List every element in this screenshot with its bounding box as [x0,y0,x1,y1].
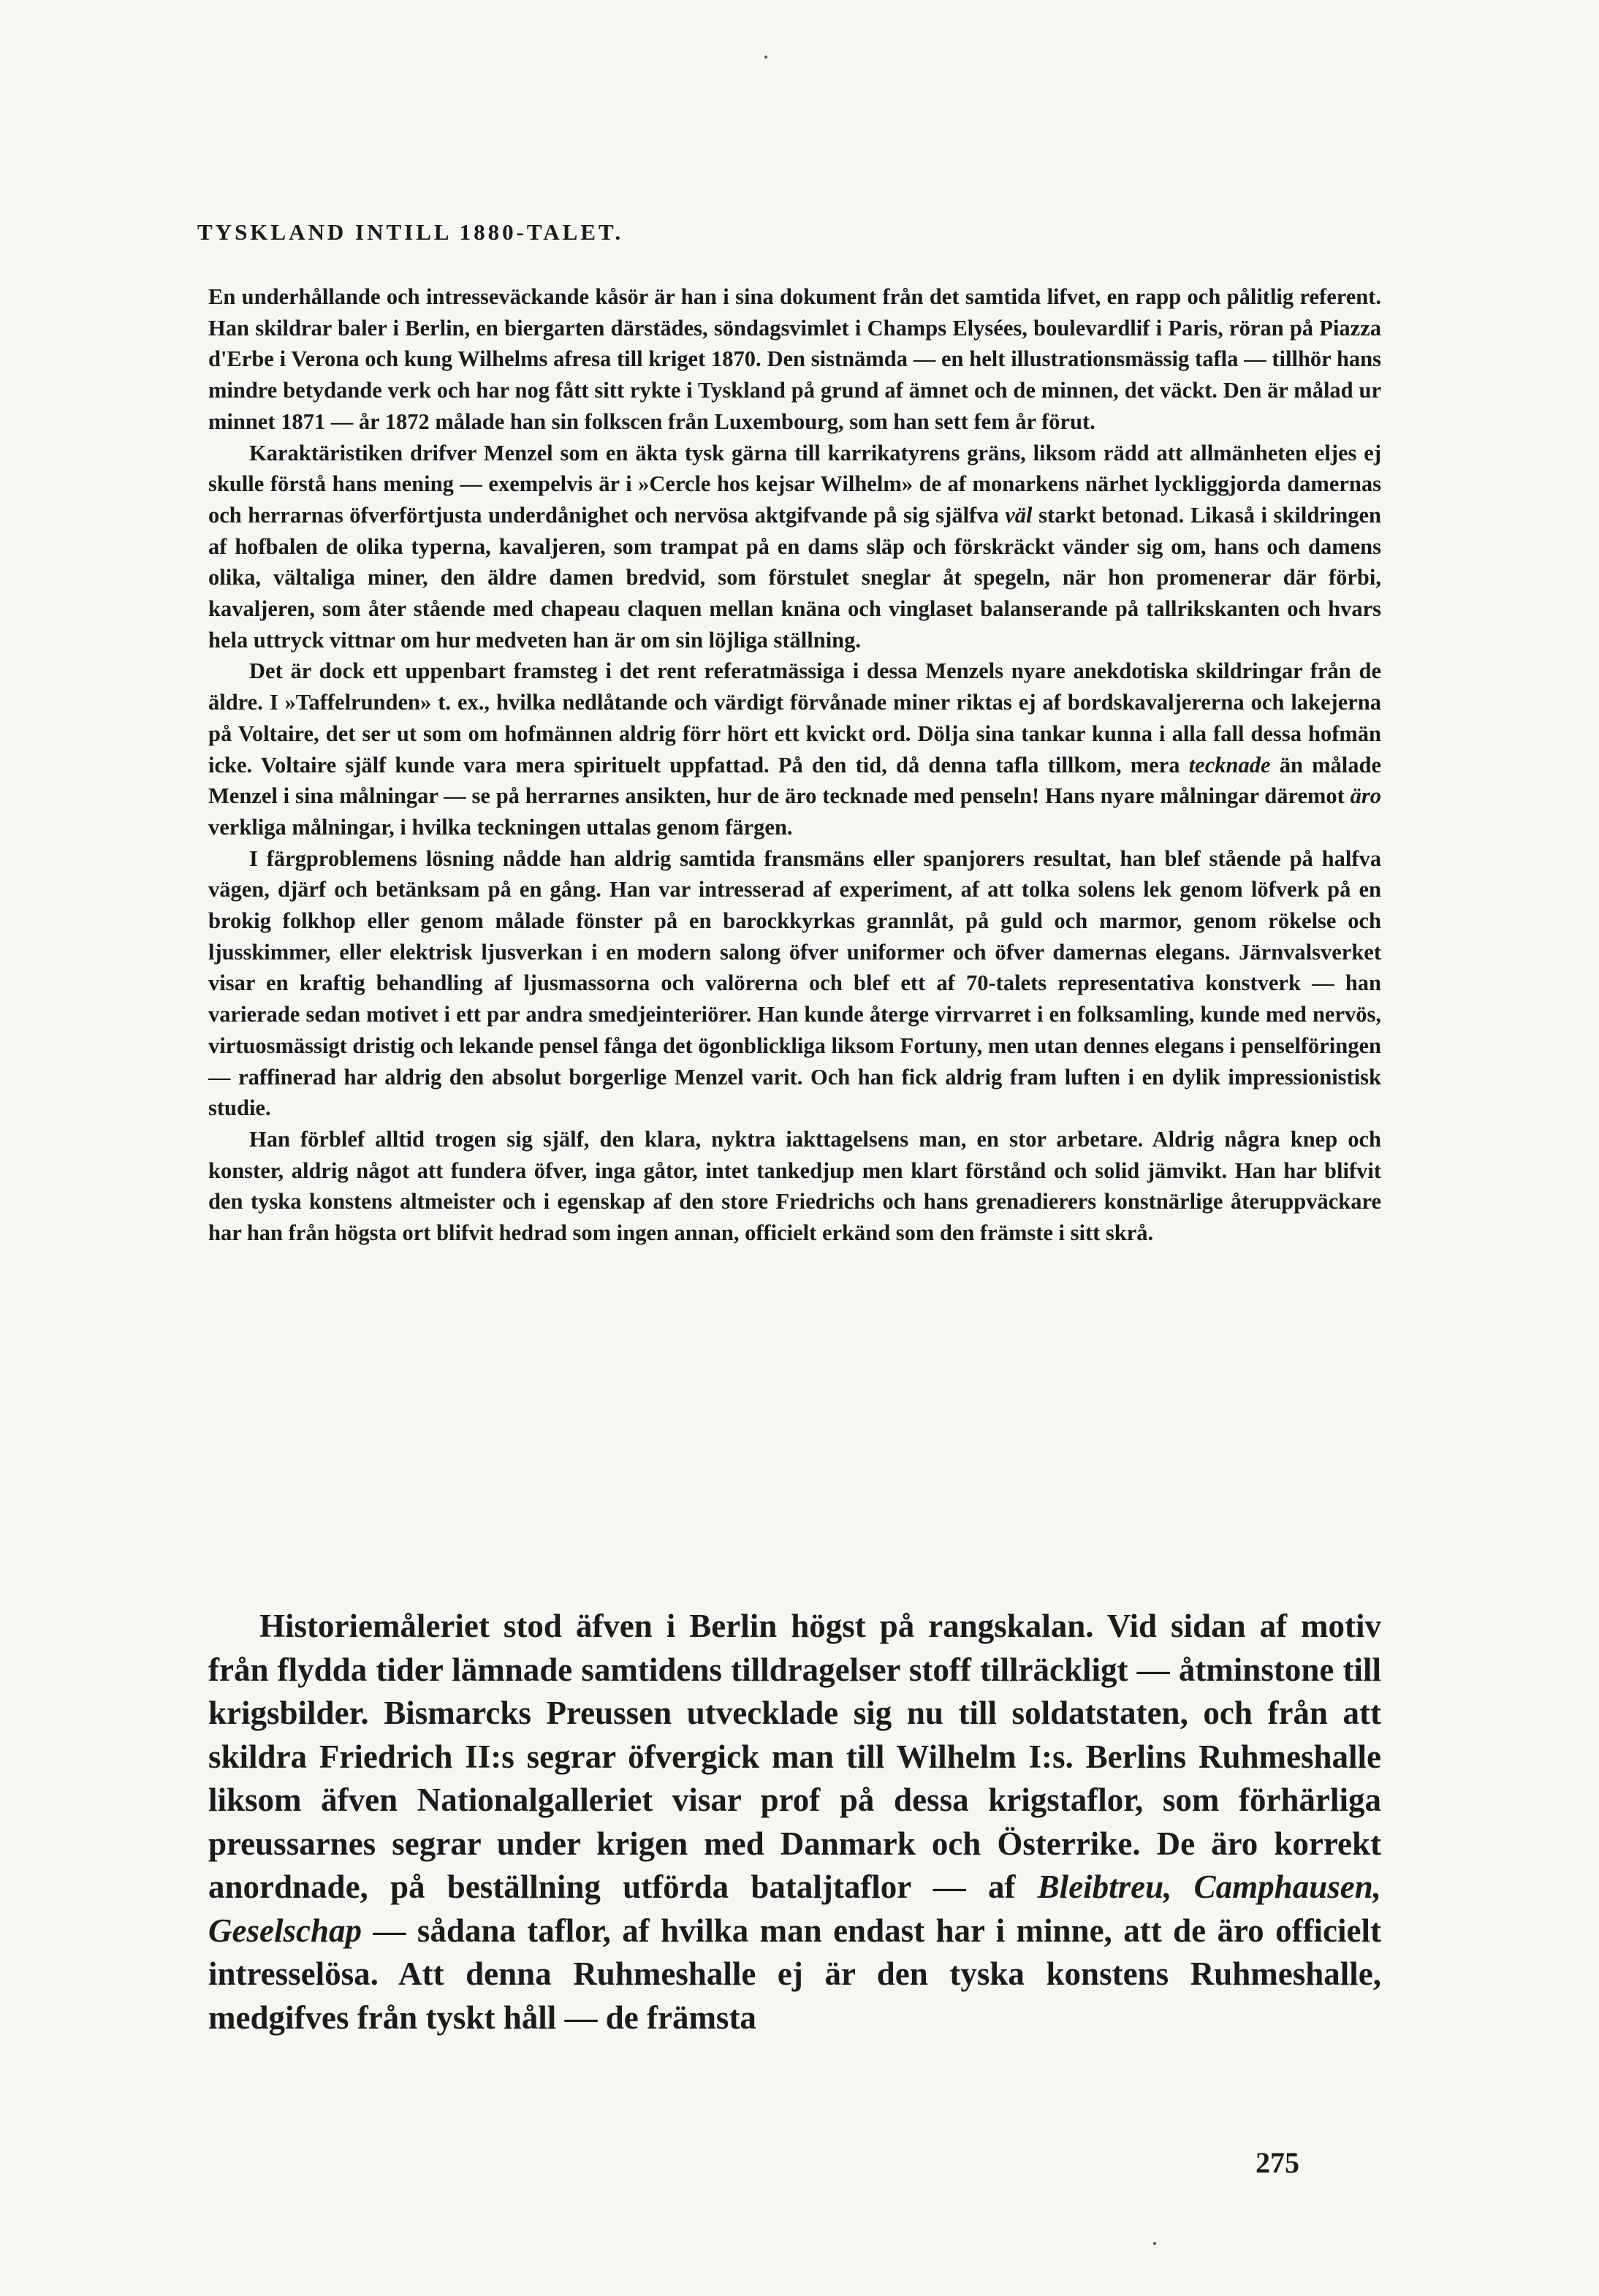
text-run: Karaktäristiken drifver Menzel som en äkta tysk gärna till karrikatyrens gräns, liksom rädd att allmänheten eljes ej skulle förstå hans mening — exempelvis är i »Cercle hos kejsar Wilhelm» de af monarkens närhet lyckliggjorda damernas och herrarnas öfverförtjusta underdånighet och nervösa aktgifvande på sig själfva [208,440,1381,528]
italic-text: tecknade [1188,752,1271,778]
text-run: Historiemåleriet stod äfven i Berlin högst på rangskalan. Vid sidan af motiv från flydda tider lämnade samtidens tilldragelser stoff tillräckligt — åtminstone till krigsbilder. Bismarcks Preussen utvecklade sig nu till soldatstaten, och från att skildra Friedrich II:s segrar öfvergick man till Wilhelm I:s. Berlins Ruhmeshalle liksom äfven Nationalgalleriet visar prof på dessa krigstaflor, som förhärliga preussarnes segrar under krigen med Danmark och Österrike. De äro korrekt anordnade, på beställning utförda bataljtaflor — af [208,1608,1381,1905]
text-run: — sådana taflor, af hvilka man endast har i minne, att de äro officielt intresselösa. Att denna Ruhmeshalle ej är den tyska konstens Ruhmeshalle, medgifves från tyskt håll — de främsta [208,1912,1381,2036]
text-run: Han förblef alltid trogen sig själf, den klara, nyktra iakttagelsens man, en stor arbetare. Aldrig några knep och konster, aldrig något att fundera öfver, inga gåtor, intet tankedjup men klart förstånd och solid jämvikt. Han har blifvit den tyska konstens altmeister och i egenskap af den store Friedrichs och hans grenadierers konstnärlige återuppväckare har han från högsta ort blifvit hedrad som ingen annan, officielt erkänd som den främste i sitt skrå. [208,1126,1381,1246]
body-paragraph [208,438,1381,656]
text-run: Det är dock ett uppenbart framsteg i det rent referatmässiga i dessa Menzels nyare anekdotiska skildringar från de äldre. I »Taffelrunden» t. ex., hvilka nedlåtande och värdigt förvånade miner riktas ej af bordskavaljererna och lakejerna på Voltaire, det ser ut som om hofmännen aldrig förr hört ett kvickt ord. Dölja sina tankar kunna i alla fall dessa hofmän icke. Voltaire själf kunde vara mera spirituelt uppfattad. På den tid, då denna tafla tillkom, mera [208,658,1381,778]
print-speck [1153,2242,1156,2245]
text-run: än målade Menzel i sina målningar — se på herrarnes ansikten, hur de äro tecknade med penseln! Hans nyare målningar däremot [208,752,1381,809]
text-run: I färgproblemens lösning nådde han aldrig samtida fransmäns eller spanjorers resultat, han blef stående på halfva vägen, djärf och betänksam på en gång. Han var intresserad af experiment, af att tolka solens lek genom löfverk på en brokig folkhop eller genom målade fönster på en barockkyrkas grannlåt, på guld och marmor, genom rökelse och ljusskimmer, eller elektrisk ljusverkan i en modern salong öfver uniformer och öfver damernas elegans. Järnvalsverket visar en kraftig behandling af ljusmassorna och valörerna och blef ett af 70-talets representativa konstverk — han varierade sedan motivet i ett par andra smedjeinteriörer. Han kunde återge virrvarret i en folksamling, kunde med nervös, virtuosmässigt dristig och lekande pensel fånga det ögonblickliga liksom Fortuny, men utan dennes elegans i penselföringen — raffinerad har aldrig den absolut borgerlige Menzel varit. Och han fick aldrig fram luften i en dylik impressionistisk studie. [208,845,1381,1121]
italic-text: Bleibtreu, Camphausen, Geselschap [208,1869,1381,1949]
body-paragraph [208,1124,1381,1249]
print-speck [764,56,767,58]
italic-text: äro [1350,783,1381,809]
body-paragraph [208,281,1381,438]
large-print-body [208,1605,1381,2040]
page-number: 275 [1256,2146,1299,2179]
body-paragraph [208,655,1381,843]
text-run: En underhållande och intresseväckande kåsör är han i sina dokument från det samtida lifvet, en rapp och pålitlig referent. Han skildrar baler i Berlin, en biergarten därstädes, söndagsvimlet i Champs Elysées, boulevardlif i Paris, röran på Piazza d'Erbe i Verona och kung Wilhelms afresa till kriget 1870. Den sistnämda — en helt illustrationsmässig tafla — tillhör hans mindre betydande verk och har nog fått sitt rykte i Tyskland på grund af ämnet och de minnen, det väckt. Den är målad ur minnet 1871 — år 1872 målade han sin folkscen från Luxembourg, som han sett fem år förut. [208,284,1381,434]
running-head: TYSKLAND INTILL 1880-TALET. [197,219,624,245]
large-body-paragraph [208,1605,1381,2040]
text-run: starkt betonad. Likaså i skildringen af hofbalen de olika typerna, kavaljeren, som trampat på en dams släp och förskräckt vänder sig om, hans och damens olika, vältaliga miner, den äldre damen bredvid, som förstulet sneglar åt spegeln, när hon promenerar där förbi, kavaljeren, som åter stående med chapeau claquen mellan knäna och vinglaset balanserande på tallrikskanten och hvars hela uttryck vittnar om hur medveten han är om sin löjliga ställning. [208,502,1382,653]
small-print-body [208,281,1381,1249]
italic-text: väl [1005,502,1033,528]
body-paragraph [208,843,1381,1124]
text-run: verkliga målningar, i hvilka teckningen uttalas genom färgen. [208,814,793,840]
